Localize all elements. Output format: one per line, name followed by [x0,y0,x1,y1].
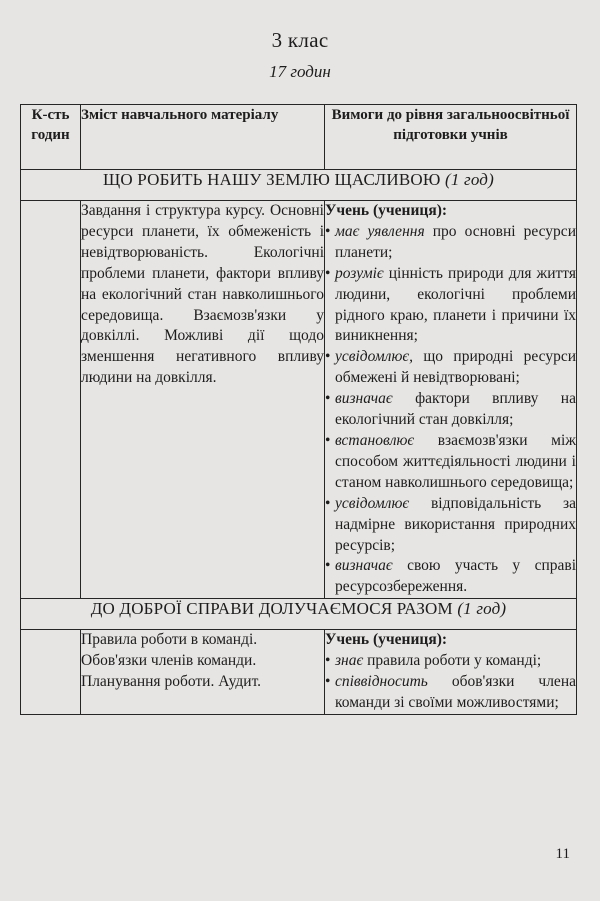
requirement-verb: усвідомлює [335,494,410,512]
section-body-row [21,201,577,599]
requirements-list [325,222,576,598]
requirement-text: свою участь у справі ресурсозбереження. [335,557,576,596]
list-item [325,431,576,494]
content-cell: Завдання і структура курсу. Основні ресурси планети, їх обмеженість і невідтворюваність. Екологічні проблеми планети, фактори впливу на екологічний стан навколишнього середовища. Взаємозв'язки у довкіллі. Можливі дії щодо зменшення негативного впливу людини на довкілля. [81,201,325,599]
section-title-row [21,170,577,201]
list-item [325,389,576,431]
hours-total: 17 годин [269,62,331,81]
requirement-verb: співвідносить [335,673,428,691]
requirement-verb: усвідомлює, [335,348,414,366]
list-item [325,651,576,672]
list-item [325,672,576,714]
hours-cell [21,630,81,715]
section-title-row [21,599,577,630]
requirements-list [325,651,576,714]
section-title-text: ЩО РОБИТЬ НАШУ ЗЕМЛЮ ЩАСЛИВОЮ [103,170,441,189]
list-item [325,264,576,348]
requirement-text: відповідальність за надмірне використання природних ресурсів; [335,494,576,554]
requirements-header: Учень (учениця): [325,631,448,649]
requirement-text: про основні ресурси планети; [335,222,576,261]
column-header-content: Зміст навчального матеріалу [81,105,325,170]
section-body-row [21,630,577,715]
requirement-verb: визначає [335,390,393,408]
page-number: 11 [555,846,570,862]
column-header-requirements: Вимоги до рівня загальноосвітньої підготовки учнів [325,105,577,170]
table-header-row [21,105,577,170]
list-item [325,222,576,264]
requirement-verb: розуміє [335,264,384,282]
content-cell: Правила роботи в команді. Обов'язки членів команди. Планування роботи. Аудит. [81,630,325,715]
page-title: 3 клас [271,28,329,52]
requirement-text: що природні ресурси обмежені й невідтворювані; [335,348,576,387]
section-hours: (1 год) [444,170,494,189]
hours-cell [21,201,81,599]
requirement-verb: знає [335,652,364,670]
requirement-text: взаємозв'язки між способом життєдіяльності людини і станом навколишнього середовища; [335,431,576,491]
list-item [325,556,576,598]
column-header-hours: К-сть годин [21,105,81,170]
requirements-cell [325,201,577,599]
section-title [21,599,577,630]
requirement-text: цінність природи для життя людини, екологічні проблеми рідного краю, планети і причини їх виникнення; [335,264,576,345]
list-item [325,494,576,557]
section-title [21,170,577,201]
requirement-verb: визначає [335,557,393,575]
requirement-text: правила роботи у команді; [363,652,542,670]
section-title-text: ДО ДОБРОЇ СПРАВИ ДОЛУЧАЄМОСЯ РАЗОМ [90,599,453,619]
requirement-verb: встановлює [335,431,415,449]
section-hours: (1 год) [457,599,507,619]
requirement-verb: має уявлення [335,222,425,240]
requirements-header: Учень (учениця): [325,202,448,219]
curriculum-table [20,104,577,715]
list-item [325,347,576,389]
requirements-cell [325,630,577,715]
requirement-text: фактори впливу на екологічний стан довкілля; [335,390,576,429]
requirement-text: обов'язки члена команди зі своїми можливостями; [335,673,576,711]
